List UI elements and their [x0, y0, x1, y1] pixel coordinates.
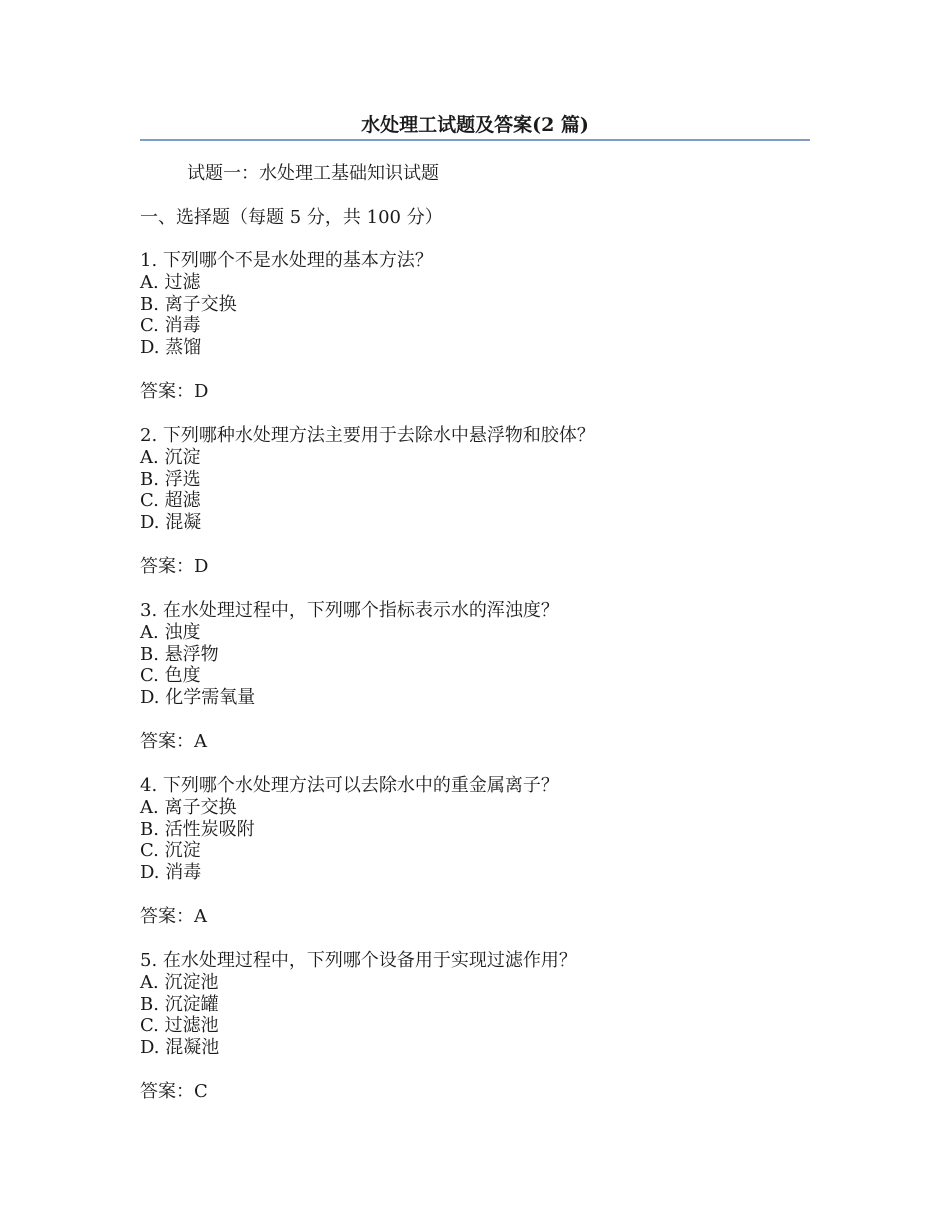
option-c: C. 消毒	[140, 315, 201, 337]
option-d: D. 混凝	[140, 512, 202, 534]
answer-label: 答案：	[140, 380, 194, 402]
question-number: 4.	[140, 774, 158, 796]
answer-line	[140, 905, 810, 929]
answer-value: D	[194, 380, 209, 402]
option-a: A. 离子交换	[140, 796, 237, 818]
answer-label: 答案：	[140, 1080, 194, 1102]
option-d: D. 蒸馏	[140, 337, 202, 359]
answer-value: C	[194, 1080, 208, 1102]
option-d: D. 混凝池	[140, 1037, 220, 1059]
question-2	[140, 425, 810, 579]
question-3	[140, 600, 810, 754]
question-text: 下列哪个水处理方法可以去除水中的重金属离子？	[162, 774, 559, 796]
question-number: 2.	[140, 424, 158, 446]
question-number: 5.	[140, 949, 158, 971]
question-text: 在水处理过程中，下列哪个指标表示水的浑浊度？	[162, 599, 559, 621]
option-b: B. 浮选	[140, 468, 201, 490]
document-subtitle: 试题一：水处理工基础知识试题	[187, 163, 439, 184]
question-list	[140, 250, 810, 1104]
question-stem	[140, 950, 810, 972]
question-4	[140, 775, 810, 929]
option-b: B. 离子交换	[140, 293, 237, 315]
option-b: B. 沉淀罐	[140, 993, 219, 1015]
option-b: B. 悬浮物	[140, 643, 219, 665]
question-5	[140, 950, 810, 1104]
answer-line	[140, 1080, 810, 1104]
section-heading: 一、选择题（每题 5 分，共 100 分）	[140, 207, 443, 228]
option-b: B. 活性炭吸附	[140, 818, 255, 840]
question-number: 3.	[140, 599, 158, 621]
question-stem	[140, 600, 810, 622]
document-title: 水处理工试题及答案(2 篇)	[361, 114, 589, 136]
option-a: A. 过滤	[140, 271, 201, 293]
answer-line	[140, 555, 810, 579]
question-text: 下列哪个不是水处理的基本方法？	[162, 250, 433, 271]
option-c: C. 色度	[140, 665, 201, 687]
question-number: 1.	[140, 250, 158, 271]
answer-value: A	[194, 730, 207, 752]
option-c: C. 过滤池	[140, 1015, 219, 1037]
option-c: C. 超滤	[140, 490, 201, 512]
question-1	[140, 250, 810, 404]
question-stem	[140, 425, 810, 447]
document-body	[140, 162, 810, 1125]
title-divider	[140, 139, 810, 141]
answer-label: 答案：	[140, 905, 194, 927]
question-stem	[140, 250, 810, 272]
answer-label: 答案：	[140, 555, 194, 577]
answer-value: D	[194, 555, 209, 577]
answer-value: A	[194, 905, 207, 927]
answer-label: 答案：	[140, 730, 194, 752]
option-c: C. 沉淀	[140, 840, 201, 862]
answer-line	[140, 380, 810, 404]
answer-line	[140, 730, 810, 754]
option-a: A. 沉淀池	[140, 971, 219, 993]
question-text: 下列哪种水处理方法主要用于去除水中悬浮物和胶体？	[162, 424, 595, 446]
option-d: D. 化学需氧量	[140, 687, 256, 709]
option-d: D. 消毒	[140, 862, 202, 884]
option-a: A. 沉淀	[140, 446, 201, 468]
question-text: 在水处理过程中，下列哪个设备用于实现过滤作用？	[162, 949, 577, 971]
option-a: A. 浊度	[140, 621, 201, 643]
question-stem	[140, 775, 810, 797]
